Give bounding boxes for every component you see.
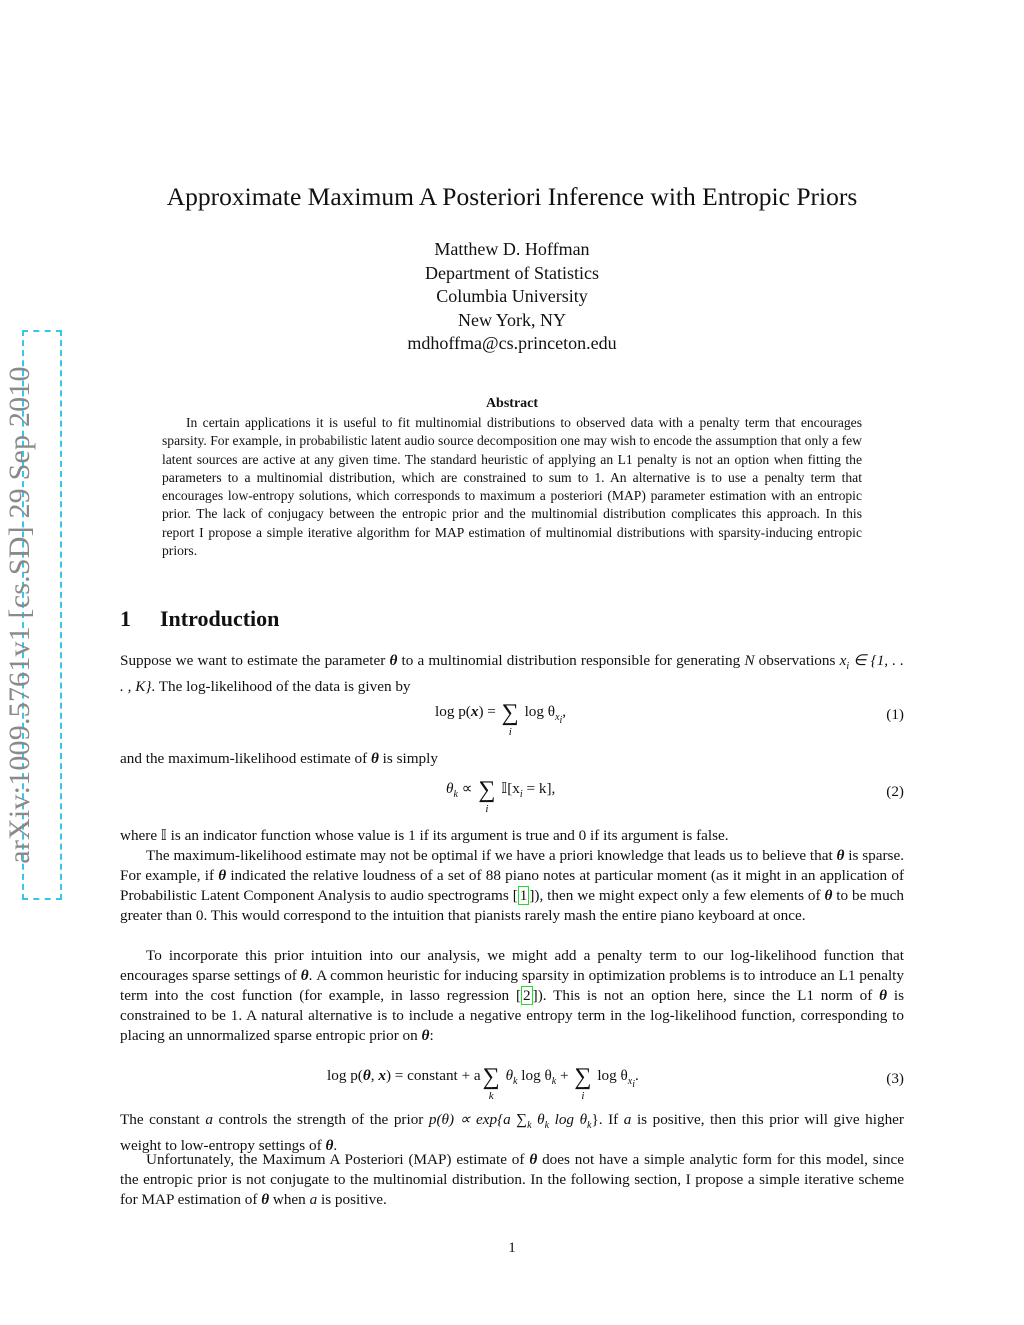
paragraph-constant: The constant a controls the strength of the prior p(θ) ∝ exp{a $\sum_k$ $\theta_k$ $\log \theta_k$}. If a is positive, then this prior will give higher weight to low-entropy settings of θ. — [120, 1111, 904, 1155]
paragraph-sparsity: The maximum-likelihood estimate may not be optimal if we have a priori knowledge that leads us to believe that θ is sparse. For example, if θ indicated the relative loudness of a set of 88 piano notes at particular moment (as it might in an application of Probabilistic Latent Component Analysis to audio spectrograms [ 1 ]), then we might expect only a few elements of θ to be much greater than 0. This would correspond to the intuition that pianists rarely mash the entire piano keyboard at once. — [120, 847, 904, 924]
paragraph-intro: Suppose we want to estimate the parameter θ to a multinomial distribution responsible for generating N observations $x_i$ ∈ {1, . . . , K}. The log-likelihood of the data is given by — [120, 652, 904, 696]
citation-link-1[interactable]: 1 — [519, 887, 528, 904]
equation-1: log p(x) = ∑ i $\log \theta_{x_i}$, (1) — [435, 700, 904, 738]
section-number: 1 — [120, 606, 131, 631]
paragraph-indicator: where 𝕀 is an indicator function whose value is 1 if its argument is true and 0 if its argument is false. — [120, 827, 729, 844]
author-location: New York, NY — [457, 309, 566, 330]
author-university: Columbia University — [436, 286, 588, 306]
abstract-heading: Abstract — [485, 396, 539, 411]
arxiv-identifier[interactable]: arXiv:1009.5761v1 [cs.SD] 29 Sep 2010 — [3, 366, 36, 864]
paragraph-mle: and the maximum-likelihood estimate of θ is simply — [120, 750, 438, 767]
equation-1-number: (1) — [886, 706, 904, 723]
equation-2: $\theta_k$ ∝ ∑ i $𝕀[x_i = k]$, (2) — [446, 777, 904, 815]
abstract-text: In certain applications it is useful to fit multinomial distributions to observed data with a penalty term that encourages sparsity. For example, in probabilistic latent audio source decomposition one may wish to encode the assumption that only a few latent sources are active at any given time. The standard heuristic of applying an L1 penalty is not an option when fitting the parameters to a multinomial distribution, which are constrained to sum to 1. An alternative is to use a penalty term that encourages low-entropy solutions, which corresponds to maximum a posteriori (MAP) parameter estimation with an entropic prior. The lack of conjugacy between the entropic prior and the multinomial distribution complicates this approach. In this report I propose a simple iterative algorithm for MAP estimation of multinomial distributions with sparsity-inducing entropic priors. — [162, 415, 862, 559]
citation-link-2[interactable]: 2 — [523, 987, 531, 1004]
equation-3-number: (3) — [886, 1070, 904, 1087]
equation-3: log p(θ, x) = constant + a∑ k $\theta_k$ $\log \theta_k$ + ∑ i $\log \theta_{x_i}$. (3) — [327, 1064, 904, 1102]
section-title: Introduction — [160, 606, 280, 631]
equation-2-number: (2) — [886, 783, 904, 800]
section-heading — [120, 606, 279, 632]
author-block — [262, 238, 762, 356]
author-name: Matthew D. Hoffman — [434, 239, 590, 259]
paragraph-prior: To incorporate this prior intuition into our analysis, we might add a penalty term to our log-likelihood function that encourages sparse settings of θ. A common heuristic for inducing sparsity in optimization problems is to introduce an L1 penalty term into the cost function (for example, in lasso regression [ 2 ]). This is not an option here, since the L1 norm of θ is constrained to be 1. A natural alternative is to include a negative entropy term in the log-likelihood function, corresponding to placing an unnormalized sparse entropic prior on θ: — [120, 947, 904, 1044]
page-number: 1 — [508, 1240, 516, 1256]
paragraph-map: Unfortunately, the Maximum A Posteriori (MAP) estimate of θ does not have a simple analytic form for this model, since the entropic prior is not conjugate to the multinomial distribution. In the following section, I propose a simple iterative scheme for MAP estimation of θ when a is positive. — [120, 1151, 904, 1208]
author-email[interactable]: mdhoffma@cs.princeton.edu — [407, 333, 617, 353]
author-department: Department of Statistics — [425, 262, 599, 283]
paper-title: Approximate Maximum A Posteriori Inference with Entropic Priors — [166, 182, 858, 211]
